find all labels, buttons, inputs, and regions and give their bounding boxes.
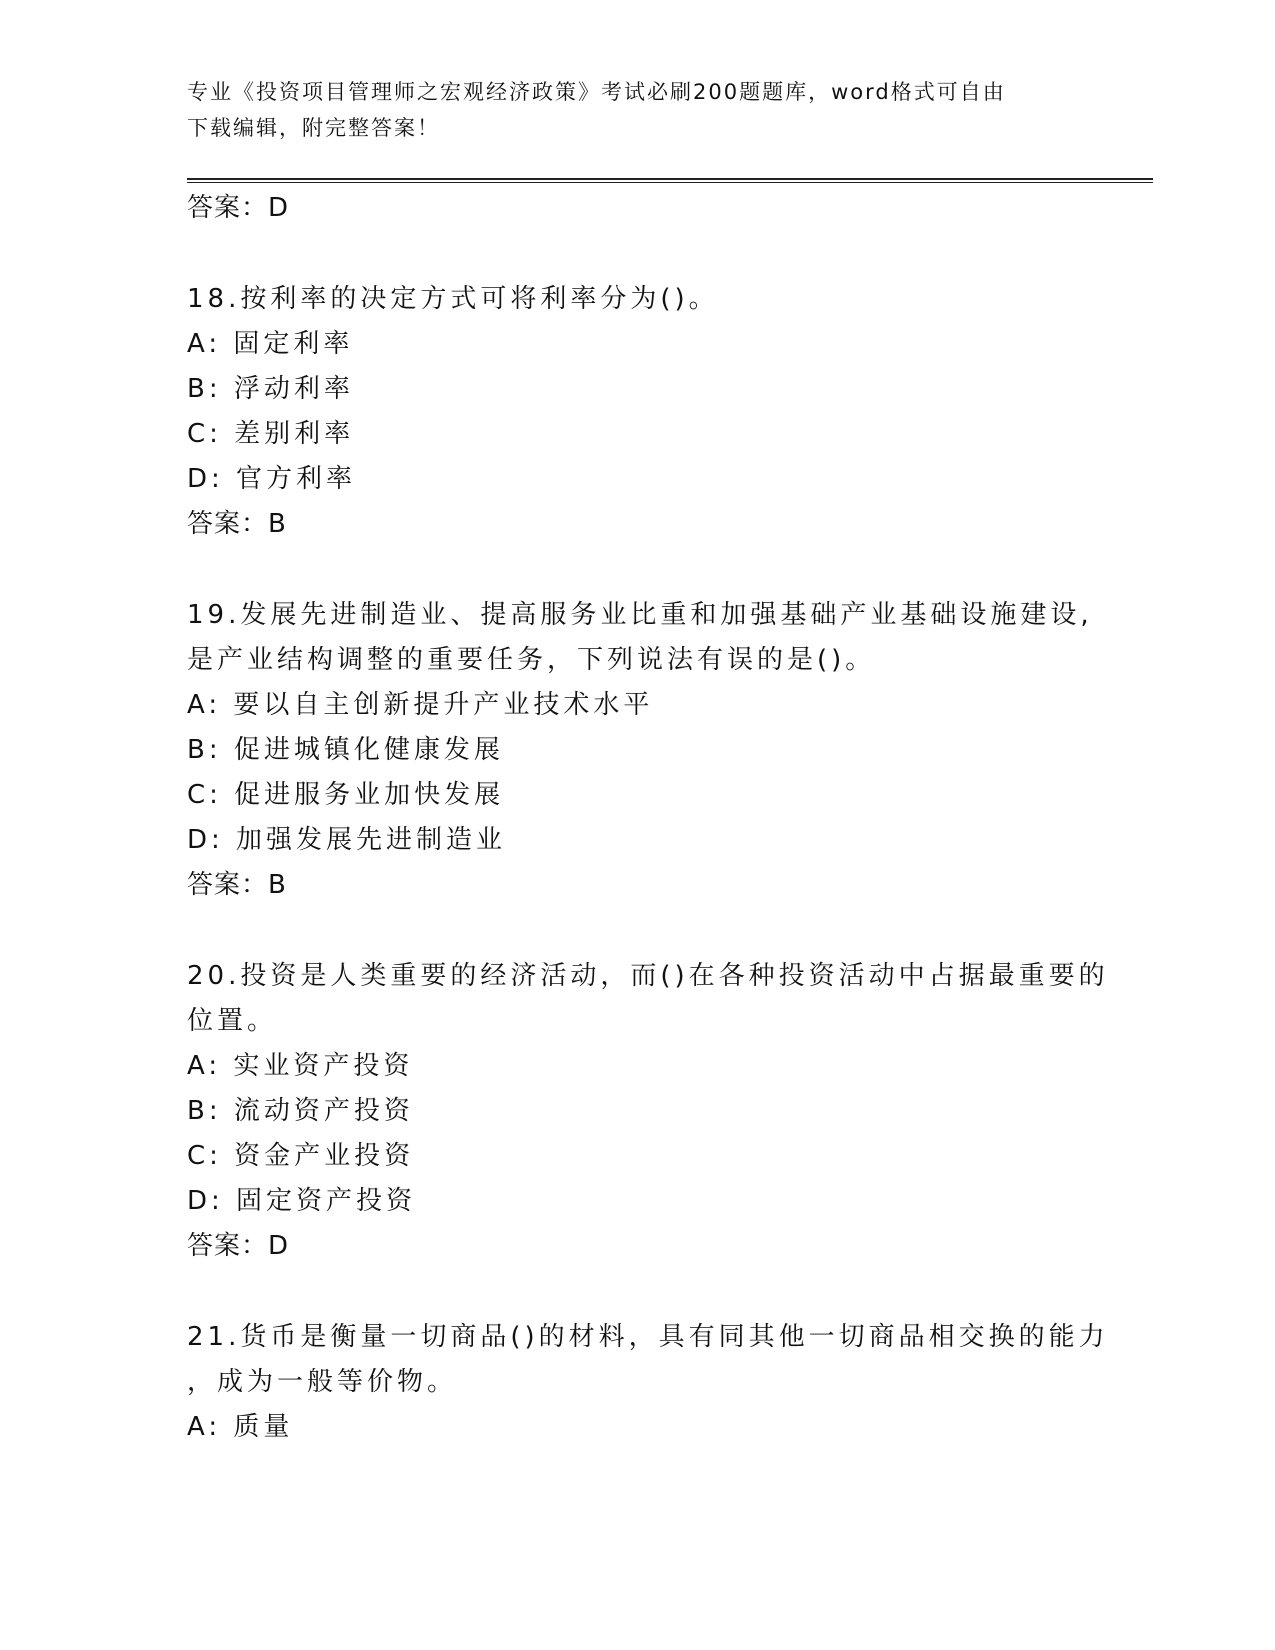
- question-stem-line: 19.发展先进制造业、提高服务业比重和加强基础产业基础设施建设,: [187, 600, 1093, 630]
- question-stem-line: 位置。: [187, 1006, 278, 1036]
- question-18: [187, 277, 1077, 547]
- option-d: D: 官方利率: [187, 464, 357, 494]
- question-stem-line: 21.货币是衡量一切商品()的材料，具有同其他一切商品相交换的能力: [187, 1322, 1109, 1352]
- option-c: C: 资金产业投资: [187, 1141, 415, 1171]
- document-body: [187, 186, 1109, 1450]
- question-stem: [187, 1315, 1109, 1405]
- question-21: [187, 1315, 1109, 1450]
- spacer: [187, 1269, 1077, 1315]
- question-20: [187, 954, 1109, 1269]
- question-stem-line: 是产业结构调整的重要任务，下列说法有误的是()。: [187, 645, 876, 675]
- option-c: C: 差别利率: [187, 419, 355, 449]
- spacer: [187, 908, 1077, 954]
- header-line-1: 专业《投资项目管理师之宏观经济政策》考试必刷200题题库，word格式可自由: [187, 80, 1006, 104]
- page-header: [187, 74, 1067, 146]
- spacer: [187, 547, 1077, 593]
- question-stem: [187, 954, 1109, 1044]
- option-c: C: 促进服务业加快发展: [187, 780, 505, 810]
- answer-line: 答案：D: [187, 1231, 290, 1261]
- spacer: [187, 231, 1077, 277]
- question-stem: [187, 593, 1093, 683]
- option-a: A: 质量: [187, 1412, 294, 1442]
- option-a: A: 实业资产投资: [187, 1051, 414, 1081]
- option-a: A: 固定利率: [187, 329, 354, 359]
- answer-line: 答案：B: [187, 509, 287, 539]
- question-stem-line: 18.按利率的决定方式可将利率分为()。: [187, 284, 719, 314]
- option-b: B: 浮动利率: [187, 374, 354, 404]
- option-d: D: 加强发展先进制造业: [187, 825, 507, 855]
- question-19: [187, 593, 1093, 908]
- header-divider: [187, 178, 1153, 183]
- answer-line: 答案：B: [187, 870, 287, 900]
- option-b: B: 流动资产投资: [187, 1096, 414, 1126]
- question-stem-line: 20.投资是人类重要的经济活动，而()在各种投资活动中占据最重要的: [187, 961, 1109, 991]
- option-d: D: 固定资产投资: [187, 1186, 417, 1216]
- option-a: A: 要以自主创新提升产业技术水平: [187, 690, 654, 720]
- question-stem: [187, 277, 1077, 322]
- previous-answer: 答案：D: [187, 193, 290, 223]
- question-stem-line: ，成为一般等价物。: [187, 1367, 458, 1397]
- option-b: B: 促进城镇化健康发展: [187, 735, 504, 765]
- header-line-2: 下载编辑，附完整答案！: [187, 116, 440, 140]
